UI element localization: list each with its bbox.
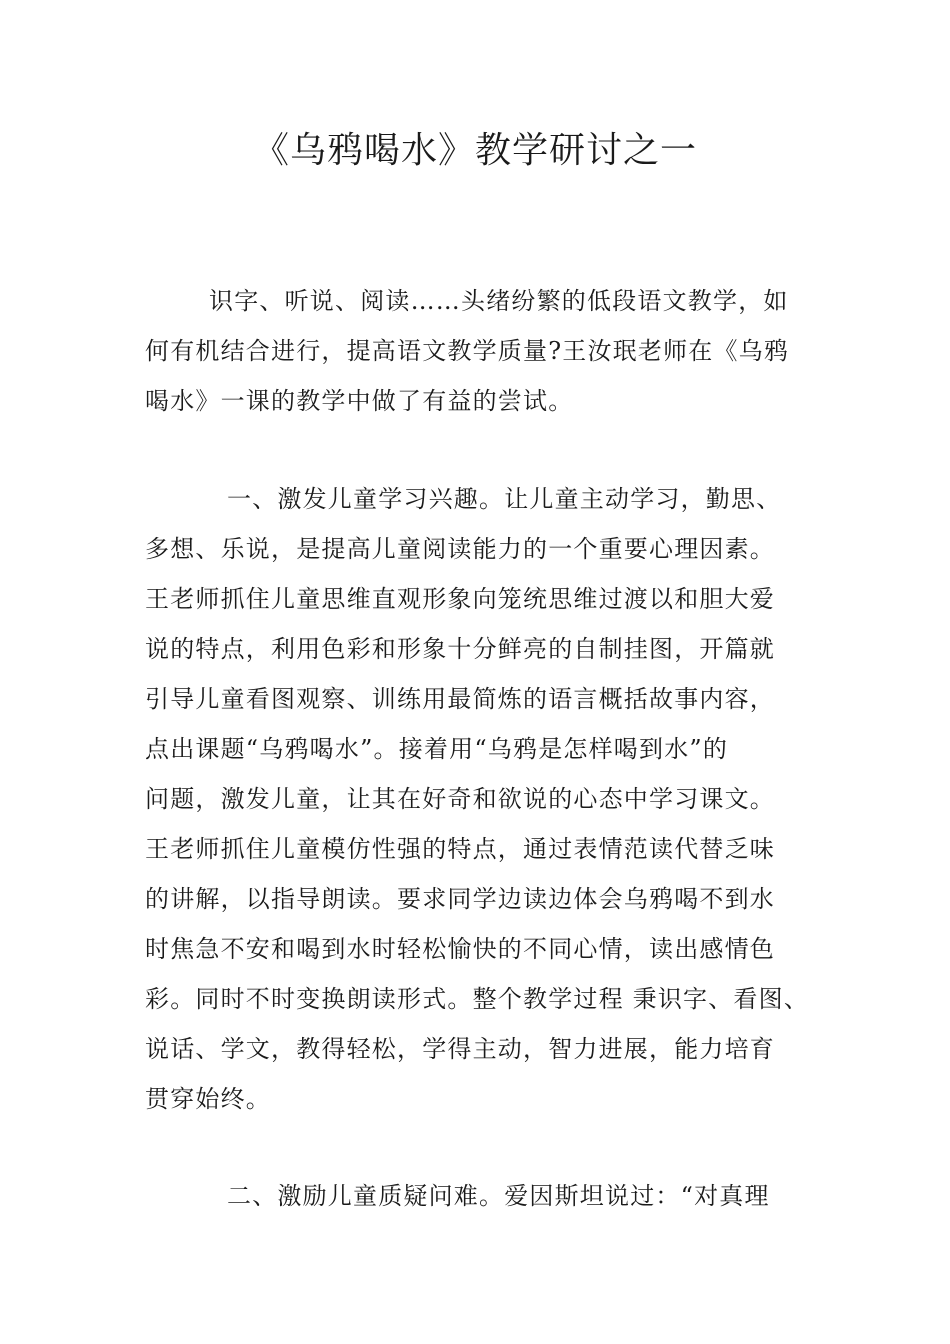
paragraph-line: 何有机结合进行，提高语文教学质量?王汝珉老师在《乌鸦 [145, 337, 790, 365]
paragraph-line: 说的特点，利用色彩和形象十分鲜亮的自制挂图，开篇就 [145, 635, 775, 663]
paragraph-line: 引导儿童看图观察、训练用最简炼的语言概括故事内容， [145, 685, 775, 713]
paragraph-line: 喝水》一课的教学中做了有益的尝试。 [145, 387, 574, 415]
paragraph-line: 的讲解，以指导朗读。要求同学边读边体会乌鸦喝不到水 [145, 885, 775, 913]
paragraph-section-one [145, 474, 813, 1124]
paragraph-line: 彩。同时不时变换朗读形式。整个教学过程 秉识字、看图、 [145, 985, 810, 1013]
paragraph-line: 一、激发儿童学习兴趣。让儿童主动学习，勤思、 [227, 485, 782, 513]
paragraph-section-two [145, 1171, 813, 1221]
paragraph-line: 问题，激发儿童，让其在好奇和欲说的心态中学习课文。 [145, 785, 775, 813]
paragraph-line: 时焦急不安和喝到水时轻松愉快的不同心情，读出感情色 [145, 935, 775, 963]
paragraph-line: 点出课题“乌鸦喝水”。接着用“乌鸦是怎样喝到水”的 [145, 735, 729, 763]
paragraph-line: 王老师抓住儿童思维直观形象向笼统思维过渡以和胆大爱 [145, 585, 775, 613]
paragraph-line: 二、激励儿童质疑问难。爱因斯坦说过：“对真理 [227, 1182, 770, 1210]
paragraph-line: 说话、学文，教得轻松，学得主动，智力进展，能力培育 [145, 1035, 775, 1063]
paragraph-intro [145, 276, 813, 426]
document-title: 《乌鸦喝水》教学研讨之一 [252, 130, 697, 171]
paragraph-line: 多想、乐说，是提高儿童阅读能力的一个重要心理因素。 [145, 535, 775, 563]
paragraph-line: 贯穿始终。 [145, 1085, 271, 1113]
paragraph-line: 王老师抓住儿童模仿性强的特点，通过表情范读代替乏味 [145, 835, 775, 863]
paragraph-line: 识字、听说、阅读……头绪纷繁的低段语文教学，如 [209, 287, 789, 315]
